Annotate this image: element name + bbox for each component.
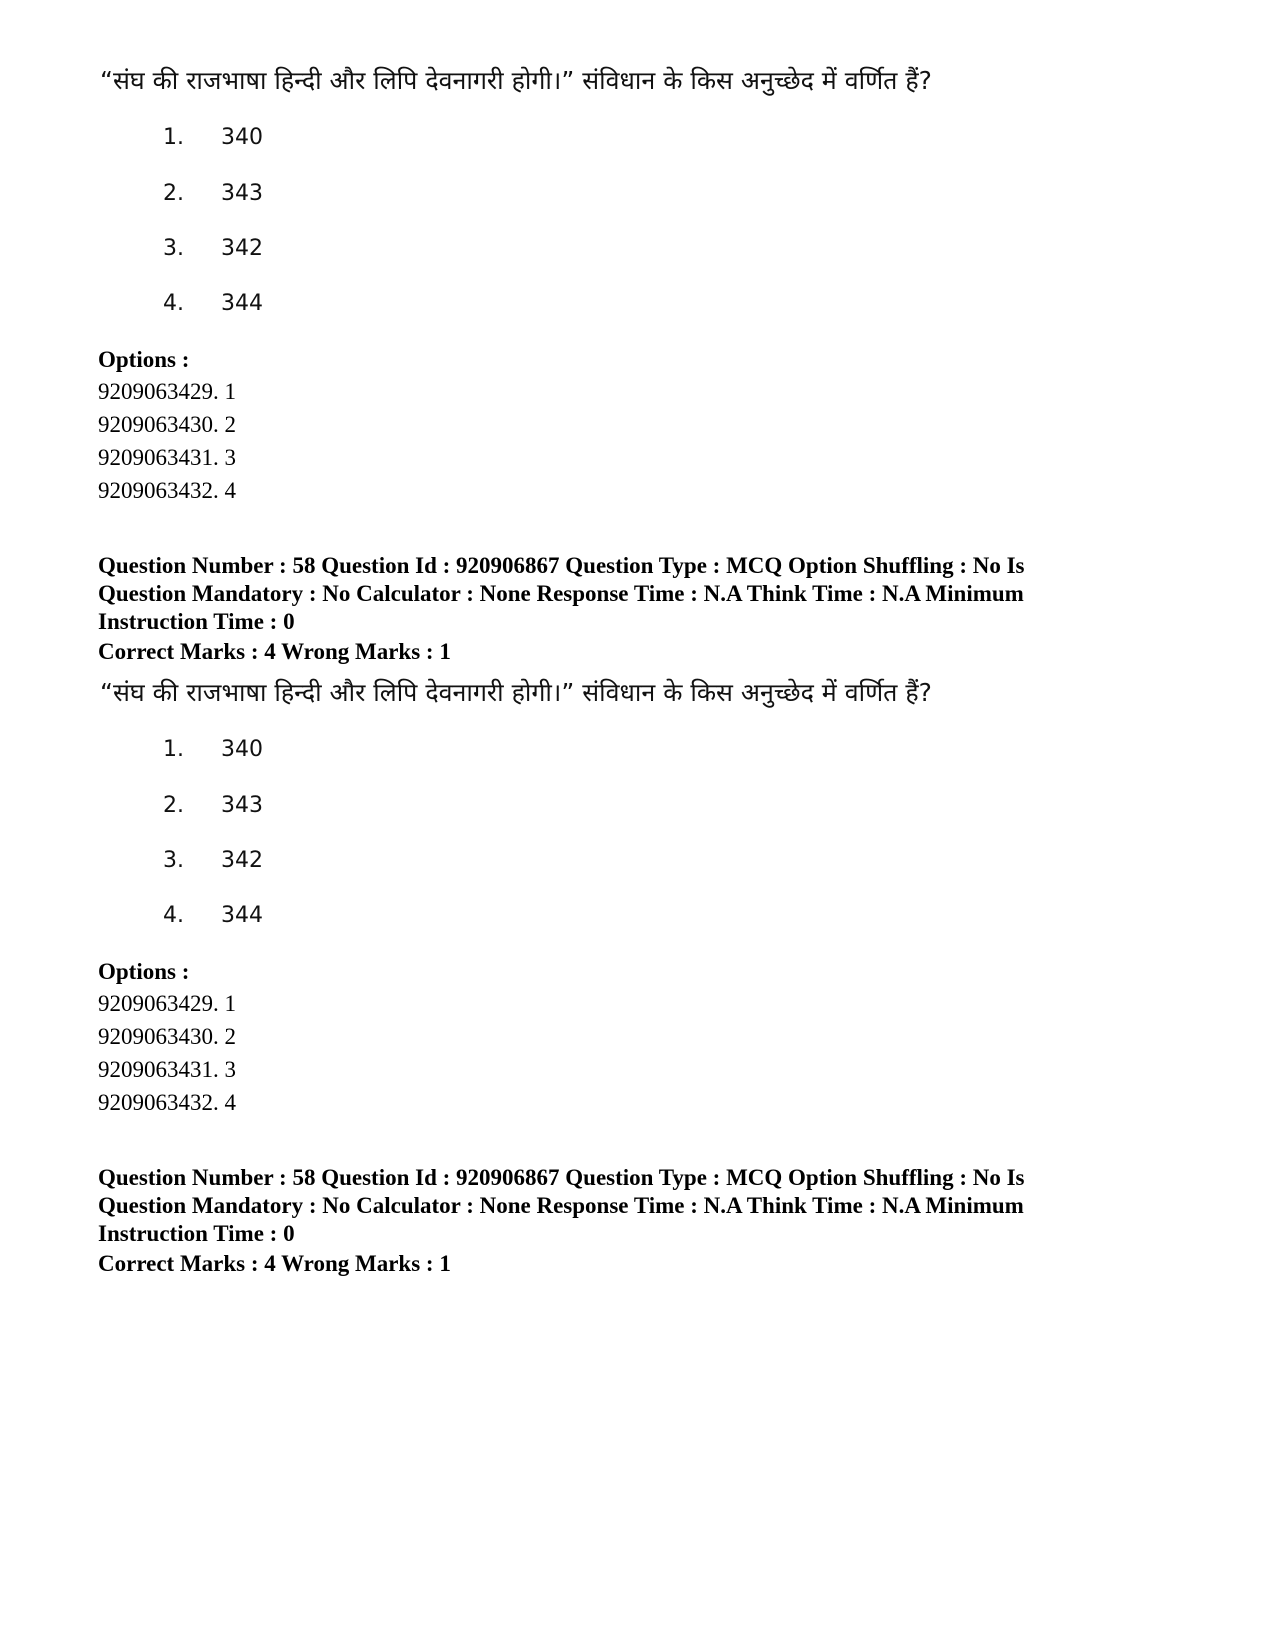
choice-item xyxy=(163,181,263,207)
choice-item xyxy=(163,848,263,874)
option-line: 9209063431. 3 xyxy=(98,445,236,470)
option-line: 9209063429. 1 xyxy=(98,991,236,1016)
marks-line: Correct Marks : 4 Wrong Marks : 1 xyxy=(98,1251,451,1276)
choice-number: 2. xyxy=(163,793,184,818)
option-line: 9209063431. 3 xyxy=(98,1057,236,1082)
meta-line: Question Number : 58 Question Id : 920906867 Question Type : MCQ Option Shuffling : No Is xyxy=(98,553,1025,578)
options-heading: Options : xyxy=(98,347,190,372)
option-line: 9209063430. 2 xyxy=(98,412,236,437)
meta-line: Question Mandatory : No Calculator : None Response Time : N.A Think Time : N.A Minimum xyxy=(98,581,1024,606)
choice-item xyxy=(163,125,263,151)
choice-value: 343 xyxy=(221,181,263,206)
choice-value: 344 xyxy=(221,291,263,316)
option-line: 9209063429. 1 xyxy=(98,379,236,404)
choice-item xyxy=(163,236,263,262)
question-meta xyxy=(98,552,1108,636)
marks-line: Correct Marks : 4 Wrong Marks : 1 xyxy=(98,639,451,664)
choice-value: 342 xyxy=(221,236,263,261)
option-line: 9209063432. 4 xyxy=(98,478,236,503)
choice-value: 343 xyxy=(221,793,263,818)
choice-number: 3. xyxy=(163,848,184,873)
choice-number: 3. xyxy=(163,236,184,261)
option-line: 9209063432. 4 xyxy=(98,1090,236,1115)
choice-number: 4. xyxy=(163,291,184,316)
choice-item xyxy=(163,793,263,819)
choice-value: 340 xyxy=(221,125,263,150)
choice-value: 344 xyxy=(221,903,263,928)
option-line: 9209063430. 2 xyxy=(98,1024,236,1049)
question-meta xyxy=(98,1164,1108,1248)
choice-number: 1. xyxy=(163,125,184,150)
choice-number: 2. xyxy=(163,181,184,206)
choice-number: 4. xyxy=(163,903,184,928)
meta-line: Question Mandatory : No Calculator : None Response Time : N.A Think Time : N.A Minimum xyxy=(98,1193,1024,1218)
meta-line: Question Number : 58 Question Id : 920906867 Question Type : MCQ Option Shuffling : No Is xyxy=(98,1165,1025,1190)
options-heading: Options : xyxy=(98,959,190,984)
question-text: “संघ की राजभाषा हिन्दी और लिपि देवनागरी होगी।” संविधान के किस अनुच्छेद में वर्णित हैं? xyxy=(100,678,932,707)
choice-value: 340 xyxy=(221,737,263,762)
choice-value: 342 xyxy=(221,848,263,873)
choice-number: 1. xyxy=(163,737,184,762)
meta-line: Instruction Time : 0 xyxy=(98,609,295,634)
choice-item xyxy=(163,737,263,763)
choice-item xyxy=(163,903,263,929)
choice-item xyxy=(163,291,263,317)
question-text: “संघ की राजभाषा हिन्दी और लिपि देवनागरी होगी।” संविधान के किस अनुच्छेद में वर्णित हैं? xyxy=(100,66,932,95)
meta-line: Instruction Time : 0 xyxy=(98,1221,295,1246)
